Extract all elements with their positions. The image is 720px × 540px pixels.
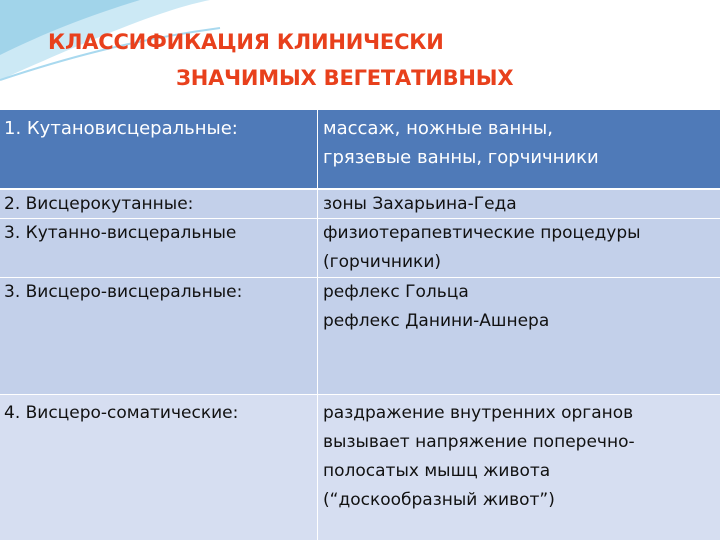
- table-cell-left: 3. Висцеро-висцеральные:: [4, 282, 243, 302]
- slide-title: [0, 0, 720, 110]
- cell-line: рефлекс Данини-Ашнера: [323, 311, 550, 331]
- cell-line: рефлекс Гольца: [323, 282, 469, 302]
- table-row: [0, 278, 720, 394]
- cell-line: зоны Захарьина-Геда: [323, 194, 517, 214]
- table-cell-left: 3. Кутанно-висцеральные: [4, 223, 237, 243]
- title-line-1: КЛАССИФИКАЦИЯ КЛИНИЧЕСКИ: [48, 30, 444, 54]
- cell-line: полосатых мышц живота: [323, 461, 551, 481]
- column-divider: [317, 110, 318, 540]
- table-cell-left: 1. Кутановисцеральные:: [4, 118, 238, 139]
- table-cell-right: [318, 278, 720, 394]
- cell-line: массаж, ножные ванны,: [323, 118, 553, 139]
- cell-line: вызывает напряжение поперечно-: [323, 432, 635, 452]
- table-row: [0, 110, 720, 188]
- table-cell-right: [318, 219, 720, 277]
- title-line-2: ЗНАЧИМЫХ ВЕГЕТАТИВНЫХ: [176, 66, 514, 90]
- cell-line: физиотерапевтические процедуры: [323, 223, 641, 243]
- cell-line: (“доскообразный живот”): [323, 490, 555, 510]
- table-cell-left: 2. Висцерокутанные:: [4, 194, 194, 214]
- cell-line: грязевые ванны, горчичники: [323, 147, 599, 168]
- table-row: [0, 190, 720, 218]
- table-row: [0, 395, 720, 540]
- table-cell-right: [318, 190, 720, 218]
- classification-table: [0, 110, 720, 540]
- cell-line: (горчичники): [323, 252, 442, 272]
- table-cell-left: 4. Висцеро-соматические:: [4, 403, 239, 423]
- table-row: [0, 219, 720, 277]
- table-cell-right: [318, 395, 720, 540]
- table-cell-right: [318, 110, 720, 188]
- cell-line: раздражение внутренних органов: [323, 403, 634, 423]
